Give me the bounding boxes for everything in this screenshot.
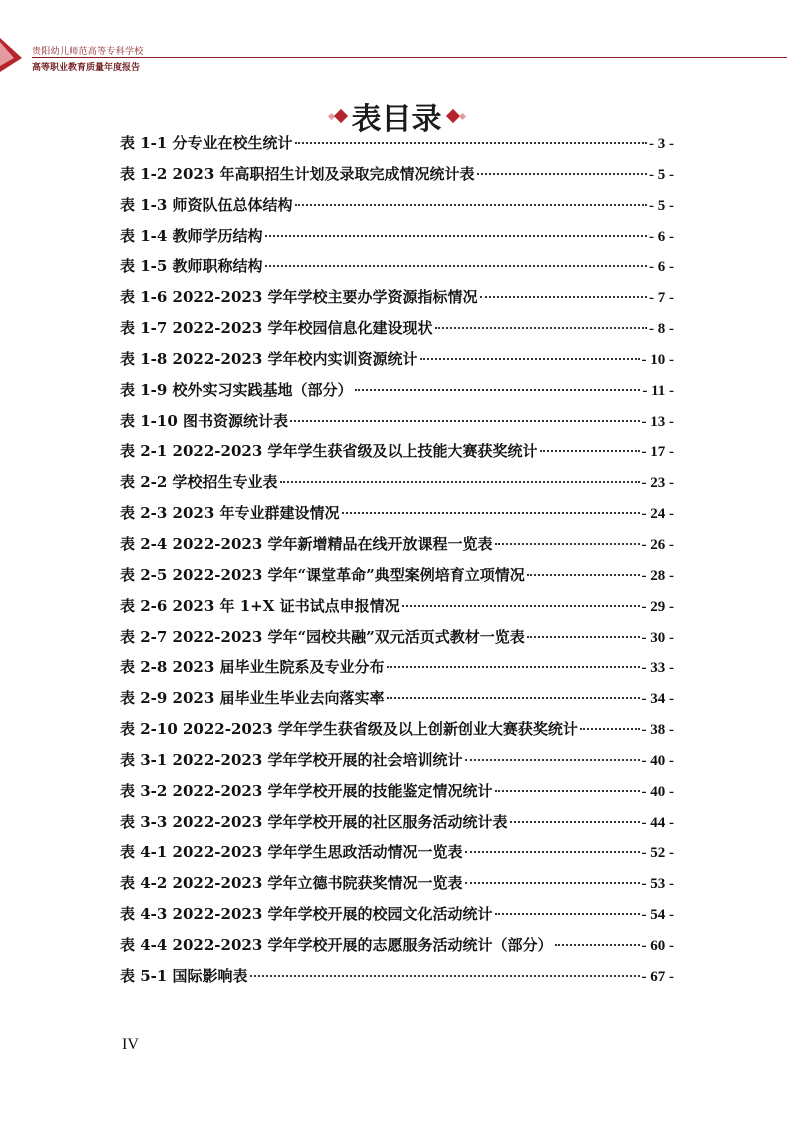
toc-leader-dots <box>580 727 640 730</box>
toc-entry-page: - 26 - <box>641 536 674 553</box>
toc-entry[interactable] <box>120 251 674 282</box>
toc-entry[interactable] <box>120 498 674 529</box>
toc-entry-label: 表 4-1 2022-2023 学年学生思政活动情况一览表 <box>120 843 463 862</box>
toc-entry-page: - 28 - <box>641 567 674 584</box>
toc-entry-page: - 10 - <box>641 351 674 368</box>
toc-entry-label: 表 2-6 2023 年 1+X 证书试点申报情况 <box>120 596 400 615</box>
toc-leader-dots <box>387 665 640 668</box>
toc-entry-label: 表 1-6 2022-2023 学年学校主要办学资源指标情况 <box>120 288 478 307</box>
toc-entry[interactable] <box>120 313 674 344</box>
toc-leader-dots <box>355 388 641 391</box>
toc-leader-dots <box>527 573 640 576</box>
toc-entry[interactable] <box>120 622 674 653</box>
toc-entry-page: - 33 - <box>641 660 674 677</box>
toc-entry-label: 表 1-3 师资队伍总体结构 <box>120 195 293 214</box>
toc-entry-page: - 40 - <box>641 752 674 769</box>
toc-entry-label: 表 2-3 2023 年专业群建设情况 <box>120 504 340 523</box>
toc-leader-dots <box>465 881 640 884</box>
toc-leader-dots <box>555 943 640 946</box>
toc-entry-label: 表 2-8 2023 届毕业生院系及专业分布 <box>120 658 385 677</box>
toc-entry-page: - 5 - <box>649 197 674 214</box>
toc-entry-label: 表 2-7 2022-2023 学年“园校共融”双元活页式教材一览表 <box>120 627 525 646</box>
toc-leader-dots <box>465 850 640 853</box>
toc-entry-label: 表 1-5 教师职称结构 <box>120 257 263 276</box>
toc-entry-page: - 34 - <box>641 691 674 708</box>
toc-leader-dots <box>295 141 647 144</box>
toc-entry-page: - 29 - <box>641 598 674 615</box>
toc-entry-label: 表 2-4 2022-2023 学年新增精品在线开放课程一览表 <box>120 534 493 553</box>
toc-entry-page: - 53 - <box>641 876 674 893</box>
toc-leader-dots <box>342 511 640 514</box>
toc-entry[interactable] <box>120 683 674 714</box>
toc-entry[interactable] <box>120 714 674 745</box>
toc-entry[interactable] <box>120 868 674 899</box>
toc-entry[interactable] <box>120 837 674 868</box>
toc-entry-label: 表 3-1 2022-2023 学年学校开展的社会培训统计 <box>120 750 463 769</box>
toc-entry[interactable] <box>120 652 674 683</box>
toc-leader-dots <box>495 789 640 792</box>
toc-leader-dots <box>435 326 648 329</box>
toc-leader-dots <box>265 234 647 237</box>
toc-entry-label: 表 4-4 2022-2023 学年学校开展的志愿服务活动统计（部分） <box>120 935 553 954</box>
toc-entry[interactable] <box>120 899 674 930</box>
toc-entry[interactable] <box>120 807 674 838</box>
toc-entry-page: - 38 - <box>641 722 674 739</box>
toc-leader-dots <box>495 542 640 545</box>
toc-entry-page: - 11 - <box>642 382 674 399</box>
toc-entry-label: 表 4-3 2022-2023 学年学校开展的校园文化活动统计 <box>120 905 493 924</box>
toc-leader-dots <box>387 696 640 699</box>
toc-entry-label: 表 1-10 图书资源统计表 <box>120 411 288 430</box>
toc-leader-dots <box>540 449 640 452</box>
toc-entry-page: - 17 - <box>641 444 674 461</box>
toc-entry-label: 表 1-9 校外实习实践基地（部分） <box>120 380 353 399</box>
toc-entry-label: 表 2-10 2022-2023 学年学生获省级及以上创新创业大赛获奖统计 <box>120 720 578 739</box>
toc-leader-dots <box>465 758 640 761</box>
header-report-title: 高等职业教育质量年度报告 <box>32 63 141 73</box>
toc-entry-page: - 7 - <box>649 290 674 307</box>
table-of-contents <box>120 128 674 992</box>
left-diamond-icon <box>329 111 346 121</box>
toc-entry-page: - 23 - <box>641 475 674 492</box>
toc-entry[interactable] <box>120 467 674 498</box>
toc-entry-label: 表 1-7 2022-2023 学年校园信息化建设现状 <box>120 319 433 338</box>
header-school-name: 贵阳幼儿师范高等专科学校 <box>32 47 144 57</box>
toc-entry[interactable] <box>120 591 674 622</box>
toc-leader-dots <box>477 172 647 175</box>
toc-entry[interactable] <box>120 344 674 375</box>
toc-entry[interactable] <box>120 436 674 467</box>
toc-entry-page: - 60 - <box>641 937 674 954</box>
toc-entry-label: 表 1-1 分专业在校生统计 <box>120 134 293 152</box>
toc-entry[interactable] <box>120 128 674 159</box>
toc-entry-page: - 52 - <box>641 845 674 862</box>
toc-leader-dots <box>290 419 640 422</box>
toc-entry-page: - 8 - <box>649 321 674 338</box>
toc-entry-page: - 30 - <box>641 629 674 646</box>
toc-leader-dots <box>495 912 640 915</box>
toc-entry-page: - 44 - <box>641 814 674 831</box>
toc-leader-dots <box>510 820 640 823</box>
toc-entry-label: 表 2-9 2023 届毕业生毕业去向落实率 <box>120 689 385 708</box>
toc-entry-page: - 67 - <box>641 968 674 985</box>
toc-entry-label: 表 1-8 2022-2023 学年校内实训资源统计 <box>120 349 418 368</box>
toc-entry[interactable] <box>120 159 674 190</box>
toc-entry[interactable] <box>120 961 674 992</box>
toc-entry-label: 表 1-2 2023 年高职招生计划及录取完成情况统计表 <box>120 164 475 183</box>
toc-entry-page: - 54 - <box>641 907 674 924</box>
toc-entry-label: 表 1-4 教师学历结构 <box>120 226 263 245</box>
toc-entry[interactable] <box>120 560 674 591</box>
toc-entry[interactable] <box>120 529 674 560</box>
toc-entry-label: 表 2-2 学校招生专业表 <box>120 473 278 492</box>
toc-entry-label: 表 4-2 2022-2023 学年立德书院获奖情况一览表 <box>120 874 463 893</box>
toc-leader-dots <box>280 480 640 483</box>
toc-entry-page: - 3 - <box>649 136 674 152</box>
toc-entry-page: - 5 - <box>649 166 674 183</box>
toc-entry-label: 表 3-2 2022-2023 学年学校开展的技能鉴定情况统计 <box>120 781 493 800</box>
toc-leader-dots <box>527 635 640 638</box>
toc-entry[interactable] <box>120 375 674 406</box>
toc-entry-label: 表 3-3 2022-2023 学年学校开展的社区服务活动统计表 <box>120 812 508 831</box>
toc-entry-page: - 40 - <box>641 783 674 800</box>
toc-leader-dots <box>480 295 648 298</box>
toc-leader-dots <box>402 604 640 607</box>
toc-leader-dots <box>420 357 640 360</box>
toc-entry[interactable] <box>120 406 674 437</box>
toc-entry-page: - 13 - <box>641 413 674 430</box>
header-divider <box>32 57 787 58</box>
toc-entry-label: 表 2-1 2022-2023 学年学生获省级及以上技能大赛获奖统计 <box>120 442 538 461</box>
right-diamond-icon <box>448 111 465 121</box>
toc-entry[interactable] <box>120 221 674 252</box>
toc-entry[interactable] <box>120 282 674 313</box>
toc-leader-dots <box>250 974 640 977</box>
toc-entry-page: - 24 - <box>641 506 674 523</box>
toc-entry-label: 表 2-5 2022-2023 学年“课堂革命”典型案例培育立项情况 <box>120 565 525 584</box>
toc-entry[interactable] <box>120 930 674 961</box>
toc-leader-dots <box>265 264 647 267</box>
toc-entry-page: - 6 - <box>649 259 674 276</box>
toc-entry-page: - 6 - <box>649 228 674 245</box>
page-header <box>0 0 793 80</box>
page-number: IV <box>122 1036 139 1053</box>
toc-leader-dots <box>295 203 647 206</box>
page-title: 表目录 <box>351 102 442 137</box>
toc-entry[interactable] <box>120 776 674 807</box>
toc-entry-label: 表 5-1 国际影响表 <box>120 966 248 985</box>
toc-entry[interactable] <box>120 190 674 221</box>
toc-entry[interactable] <box>120 745 674 776</box>
